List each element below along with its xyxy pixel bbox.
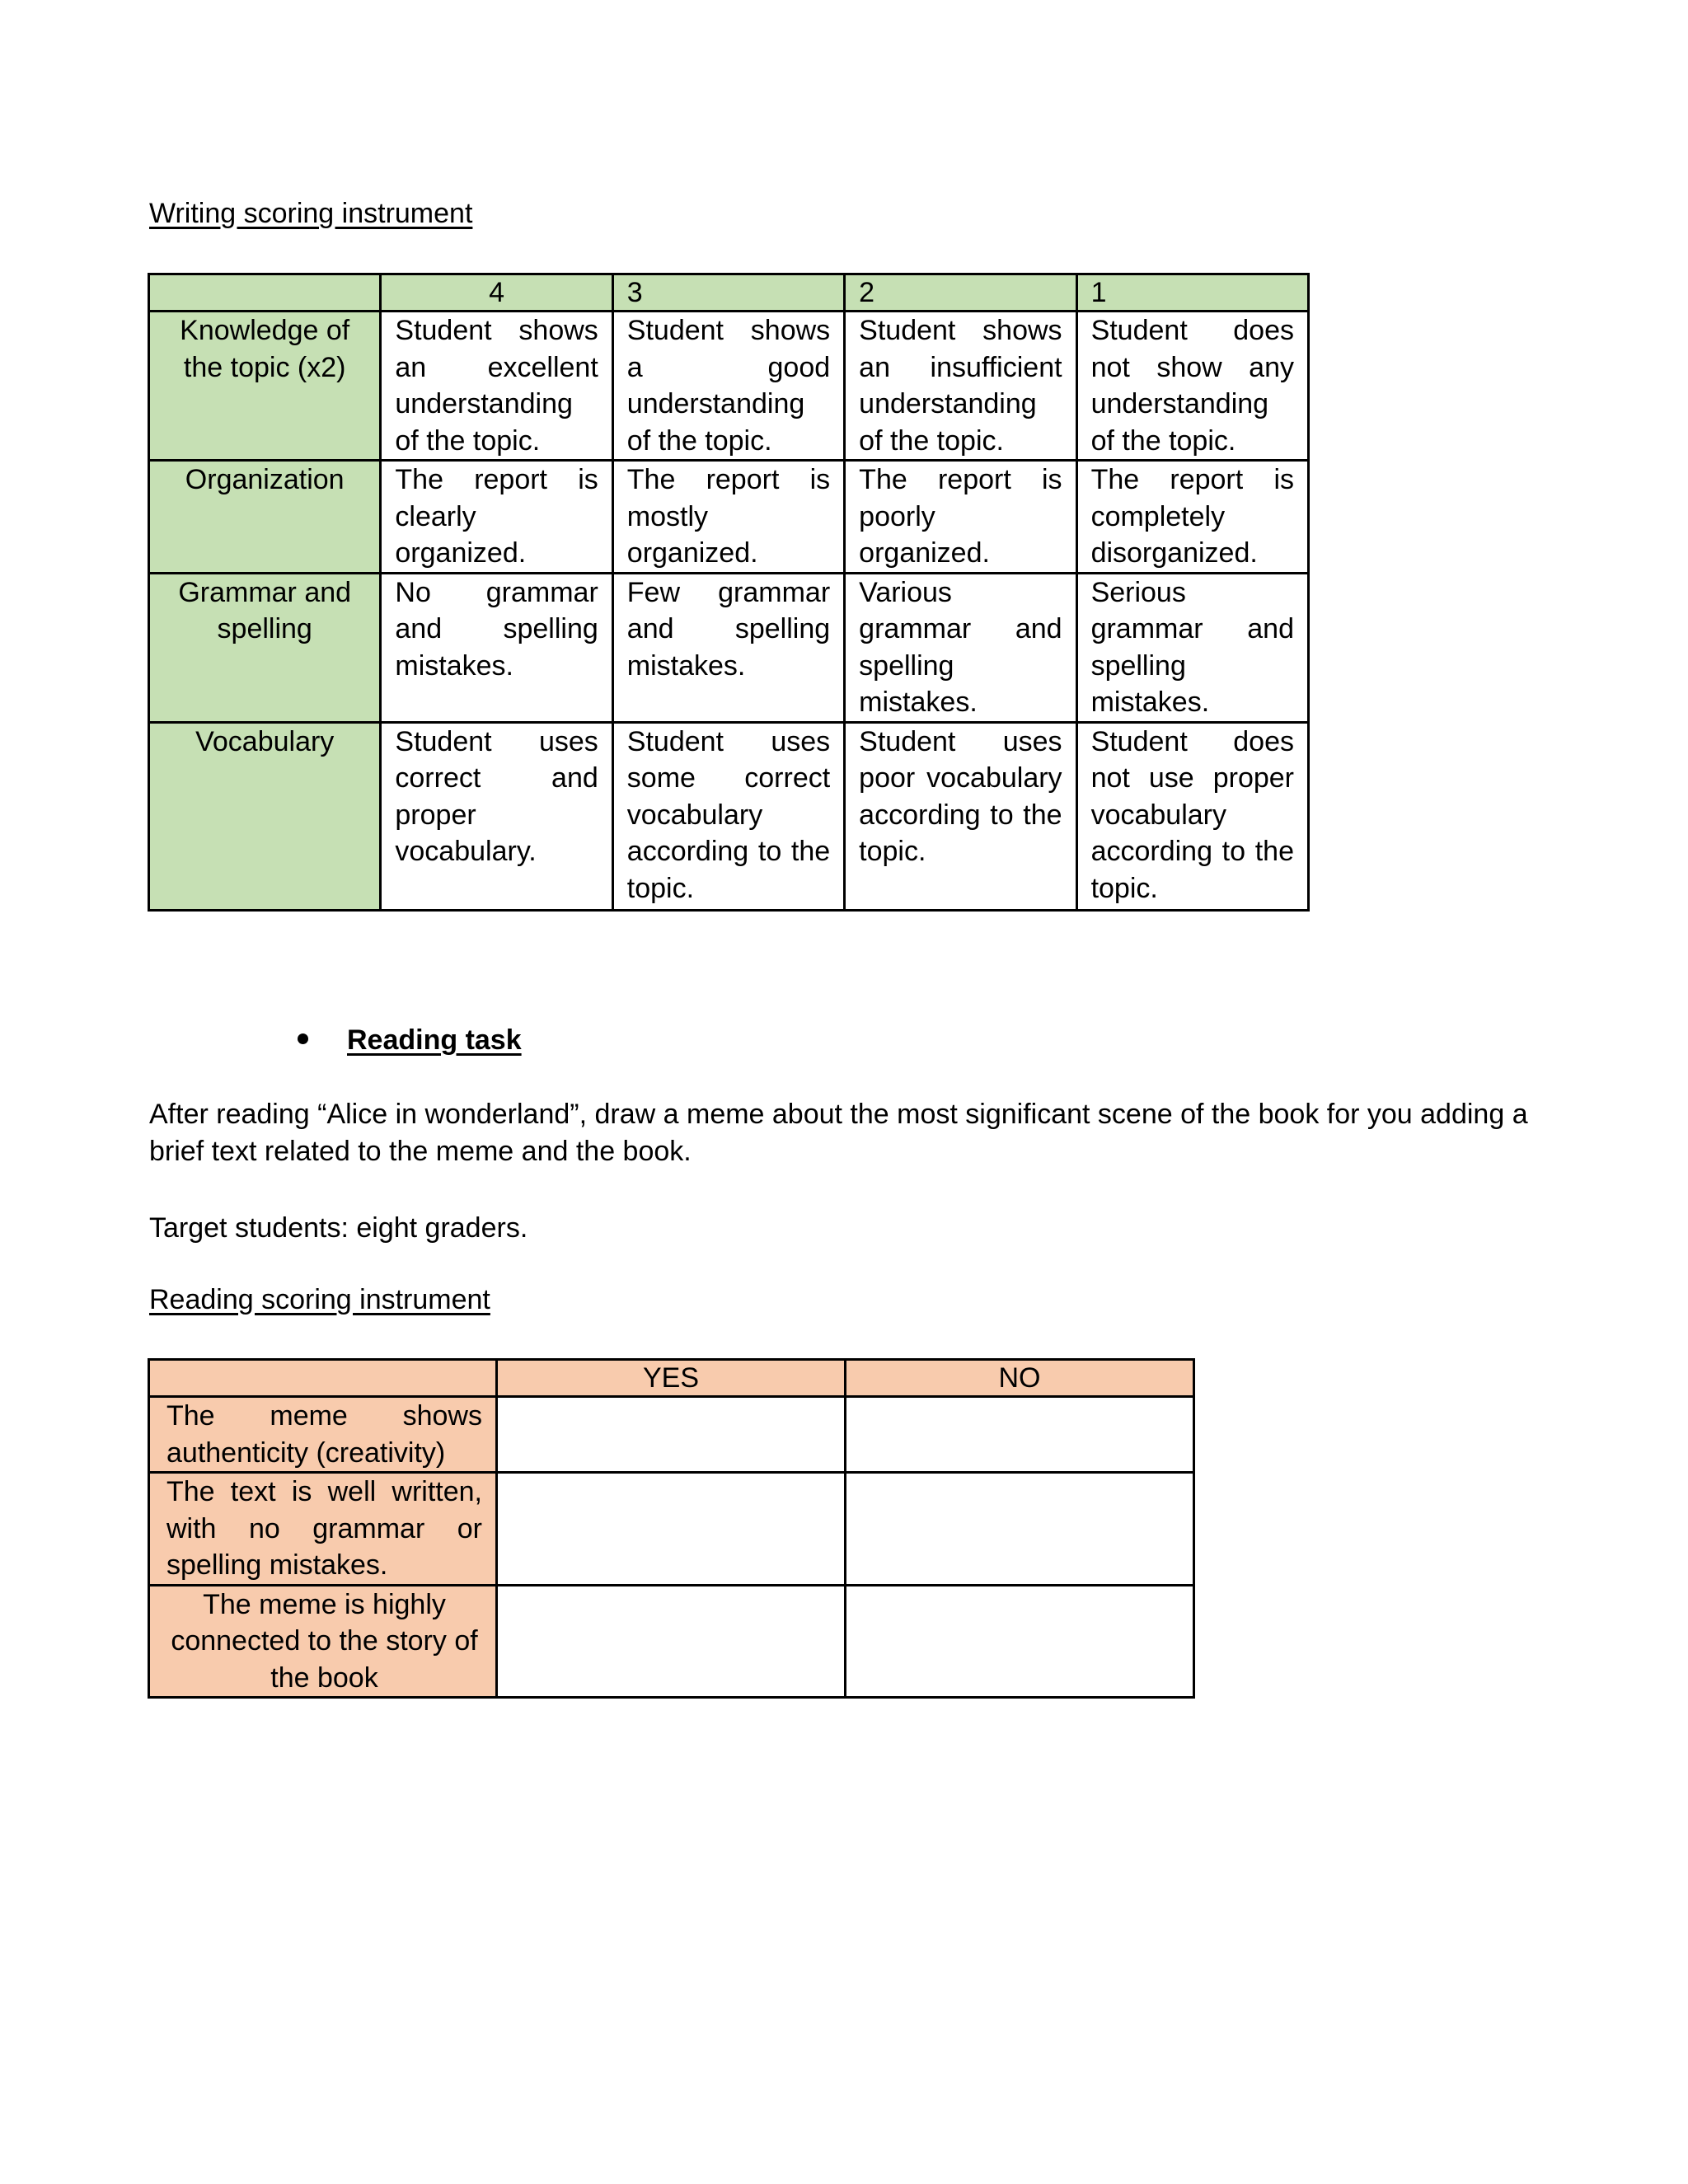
reading-row-authenticity: [149, 1397, 1194, 1473]
writing-row-knowledge: [149, 312, 1309, 461]
no-column-header: NO: [846, 1360, 1194, 1397]
yes-cell: [497, 1585, 846, 1698]
criterion-cell: Organization: [149, 461, 381, 574]
descriptor-cell: Student shows an insufficient understanding of the topic.: [845, 312, 1076, 461]
descriptor-cell: Student does not use proper vocabulary according to the topic.: [1076, 722, 1308, 910]
writing-header-row: [149, 274, 1309, 312]
descriptor-cell: Serious grammar and spelling mistakes.: [1076, 573, 1308, 722]
criterion-cell: Grammar and spelling: [149, 573, 381, 722]
descriptor-cell: Student does not show any understanding of the topic.: [1076, 312, 1308, 461]
descriptor-cell: Student shows a good understanding of the topic.: [612, 312, 844, 461]
descriptor-cell: Various grammar and spelling mistakes.: [845, 573, 1076, 722]
reading-task-bullet: [298, 1026, 522, 1054]
score-header-4: 4: [381, 274, 612, 312]
yes-cell: [497, 1473, 846, 1586]
score-header-1: 1: [1076, 274, 1308, 312]
writing-rubric-table: [148, 273, 1310, 912]
criterion-cell: Knowledge of the topic (x2): [149, 312, 381, 461]
descriptor-cell: The report is poorly organized.: [845, 461, 1076, 574]
writing-row-grammar: [149, 573, 1309, 722]
score-header-2: 2: [845, 274, 1076, 312]
no-cell: [846, 1585, 1194, 1698]
descriptor-cell: The report is clearly organized.: [381, 461, 612, 574]
descriptor-cell: Student shows an excellent understanding of the topic.: [381, 312, 612, 461]
reading-header-row: [149, 1360, 1194, 1397]
criterion-cell: The text is well written, with no grammar or spelling mistakes.: [149, 1473, 497, 1586]
descriptor-cell: Few grammar and spelling mistakes.: [612, 573, 844, 722]
reading-row-connection: [149, 1585, 1194, 1698]
reading-rubric-table: [148, 1358, 1195, 1699]
bullet-icon: [298, 1033, 308, 1044]
criterion-cell: The meme is highly connected to the story of the book: [149, 1585, 497, 1698]
yes-column-header: YES: [497, 1360, 846, 1397]
yes-cell: [497, 1397, 846, 1473]
descriptor-cell: Student uses correct and proper vocabulary.: [381, 722, 612, 910]
no-cell: [846, 1397, 1194, 1473]
descriptor-cell: Student uses some correct vocabulary according to the topic.: [612, 722, 844, 910]
descriptor-cell: The report is completely disorganized.: [1076, 461, 1308, 574]
writing-scoring-heading: Writing scoring instrument: [149, 198, 473, 229]
writing-row-organization: [149, 461, 1309, 574]
reading-task-title: Reading task: [347, 1024, 522, 1056]
reading-header-blank: [149, 1360, 497, 1397]
reading-row-text-quality: [149, 1473, 1194, 1586]
writing-header-blank: [149, 274, 381, 312]
descriptor-cell: No grammar and spelling mistakes.: [381, 573, 612, 722]
reading-task-description: After reading “Alice in wonderland”, draw a meme about the most significant scene of the book for you adding a brief text related to the meme and the book.: [149, 1099, 1528, 1167]
score-header-3: 3: [612, 274, 844, 312]
reading-scoring-heading: Reading scoring instrument: [149, 1284, 490, 1315]
writing-row-vocabulary: [149, 722, 1309, 910]
criterion-cell: Vocabulary: [149, 722, 381, 910]
target-students: Target students: eight graders.: [149, 1212, 528, 1244]
descriptor-cell: The report is mostly organized.: [612, 461, 844, 574]
descriptor-cell: Student uses poor vocabulary according to the topic.: [845, 722, 1076, 910]
no-cell: [846, 1473, 1194, 1586]
criterion-cell: The meme shows authenticity (creativity): [149, 1397, 497, 1473]
